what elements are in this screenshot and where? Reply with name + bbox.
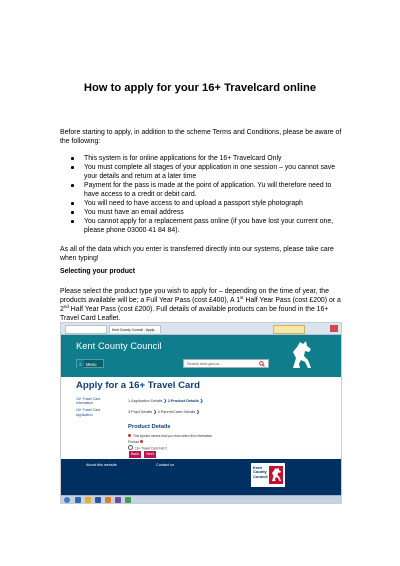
logo-text	[253, 466, 268, 479]
requirements-list	[60, 154, 345, 235]
step-item: 4.Parent/Carer Details	[157, 410, 196, 414]
chevron-right-icon: ❯	[199, 399, 203, 403]
list-item: You will need to have access to and upload a passport style photograph	[60, 199, 345, 208]
required-icon	[140, 440, 143, 443]
close-icon	[330, 325, 338, 332]
progress-steps	[128, 398, 203, 420]
step-item: 3.Pupil Details	[128, 410, 153, 414]
document-title: How to apply for your 16+ Travelcard online	[83, 82, 317, 94]
product-label: Product	[128, 440, 139, 444]
logo-word: Kent	[253, 465, 262, 470]
list-item: This system is for online applications for the 16+ Travelcard Only	[60, 154, 345, 163]
steps-row	[128, 409, 203, 420]
list-item: You must have an email address	[60, 208, 345, 217]
windows-taskbar	[61, 495, 341, 504]
address-bar	[65, 325, 107, 334]
step-item: 1.Application Details	[128, 399, 163, 403]
start-icon	[64, 497, 70, 503]
footer-link: About this website	[86, 463, 117, 467]
white-horse-icon	[269, 466, 283, 484]
intro-paragraph: Before starting to apply, in addition to the scheme Terms and Conditions, please be aware of the following:	[60, 129, 342, 145]
section-heading: Selecting your product	[60, 268, 136, 275]
logo-word: County	[253, 469, 267, 475]
product-option	[128, 445, 169, 451]
browser-bookmark	[273, 325, 305, 334]
app-icon	[125, 497, 131, 503]
browser-tab: Kent County Council - Apply...	[109, 325, 161, 333]
radio-button	[128, 445, 133, 450]
logo-word: Council	[253, 473, 268, 479]
white-horse-icon	[287, 338, 317, 372]
transfer-note: As all of the data which you enter is transferred directly into our systems, please take care when typing!	[60, 246, 334, 262]
browser-toolbar	[61, 323, 341, 335]
app-icon	[115, 497, 121, 503]
chevron-right-icon: ❯	[163, 399, 168, 403]
list-item: You cannot apply for a replacement pass online (if you have lost your current one, please phone 03000 41 84 84).	[60, 217, 345, 235]
hamburger-icon: ≡	[77, 360, 84, 369]
side-navigation	[76, 397, 104, 420]
product-label-row	[128, 440, 145, 444]
folder-icon	[85, 497, 91, 503]
form-content	[61, 377, 341, 459]
steps-row	[128, 398, 203, 409]
menu-label: Menu	[86, 362, 97, 367]
required-icon	[128, 434, 131, 437]
product-text-part: Half Year Pass (cost £200). Full details of available products can be found in the 16+ Travel Card Leaflet.	[60, 306, 329, 322]
product-option-label: 16+ Travel Card Full Y...	[135, 446, 169, 451]
required-note	[128, 434, 212, 438]
product-text-part: Please select the product type you wish to apply for – depending on the time of year, the products available will be; a Full Year Pass (cost £400), A 1	[60, 288, 329, 304]
explorer-icon	[75, 497, 81, 503]
site-footer	[61, 459, 341, 495]
product-paragraph	[60, 287, 345, 323]
site-header	[61, 335, 341, 377]
chevron-right-icon: ❯	[153, 410, 158, 414]
next-button: Next	[144, 451, 156, 458]
embedded-screenshot	[60, 322, 342, 504]
step-item-active: 2.Product Details	[167, 399, 199, 403]
word-icon	[95, 497, 101, 503]
list-item: You must complete all stages of your application in one session – you cannot save your details and return at a later time	[60, 163, 345, 181]
side-link: 16+ Travel Card Information	[76, 397, 101, 406]
list-item: Payment for the pass is made at the point of application. Yu will therefore need to have access to a credit or debit card.	[60, 181, 345, 199]
menu-button	[76, 359, 104, 368]
product-details-title: Product Details	[128, 424, 171, 430]
product-text-part: Half Year Pass (cost £200) or a 2	[60, 297, 341, 313]
site-name: Kent County Council	[76, 341, 162, 351]
search-icon	[259, 361, 265, 367]
superscript: nd	[63, 304, 69, 309]
superscript: st	[240, 295, 244, 300]
search-input: Search kent.gov.uk...	[183, 359, 269, 368]
back-button: Back	[131, 452, 139, 456]
footer-link: Contact us	[156, 463, 175, 467]
outlook-icon	[105, 497, 111, 503]
required-note-text: This symbol means that you must select this information	[133, 434, 213, 438]
side-link: 16+ Travel Card Application	[76, 408, 101, 417]
form-page-title: Apply for a 16+ Travel Card	[76, 380, 200, 391]
chevron-right-icon: ❯	[196, 410, 200, 414]
kcc-logo	[251, 463, 285, 487]
